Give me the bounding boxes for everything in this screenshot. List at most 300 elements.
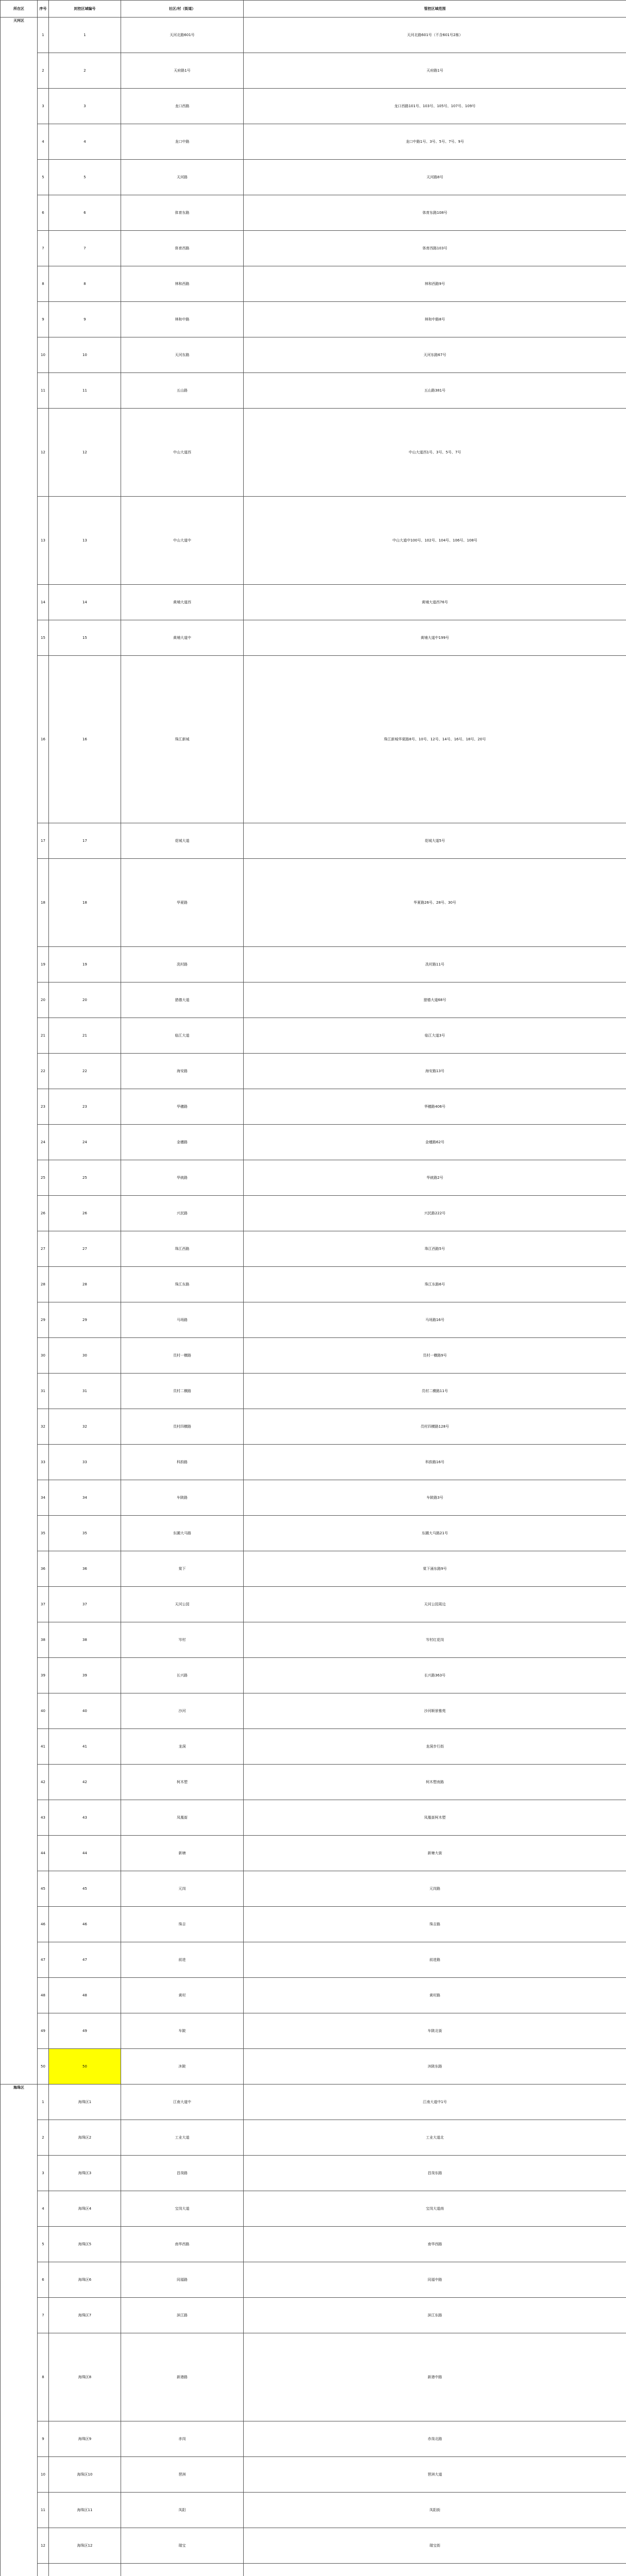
scope-cell: 天府路1号: [244, 53, 626, 89]
seq-cell: 43: [38, 1800, 49, 1836]
seq-cell: 39: [38, 1658, 49, 1693]
seq-cell: 20: [38, 982, 49, 1018]
no-cell: 38: [49, 1622, 121, 1658]
no-cell: 29: [49, 1302, 121, 1338]
address-cell: 黄埔大道中: [121, 620, 244, 656]
scope-cell: 江南大道中1号: [244, 2084, 626, 2120]
no-cell: 35: [49, 1516, 121, 1551]
scope-cell: 花城大道5号: [244, 823, 626, 859]
no-cell: 32: [49, 1409, 121, 1445]
no-cell: 42: [49, 1765, 121, 1800]
address-cell: 天河路: [121, 160, 244, 195]
seq-cell: 11: [38, 373, 49, 409]
address-cell: 江南大道中: [121, 2084, 244, 2120]
address-cell: 沙河: [121, 1693, 244, 1729]
address-cell: 新塘: [121, 1836, 244, 1871]
address-cell: 林和中路: [121, 302, 244, 337]
address-cell: 林和西路: [121, 266, 244, 302]
scope-cell: 工业大道北: [244, 2120, 626, 2156]
header-no: 封控区域编号: [49, 1, 121, 18]
table-row: [1, 1551, 626, 1587]
no-cell: 海珠区3: [49, 2156, 121, 2191]
scope-cell: 琶洲大道: [244, 2457, 626, 2493]
seq-cell: 47: [38, 1942, 49, 1978]
scope-cell: 科韵路16号: [244, 1445, 626, 1480]
table-row: [1, 1729, 626, 1765]
address-cell: 猎德大道: [121, 982, 244, 1018]
no-cell: 40: [49, 1693, 121, 1729]
scope-cell: 昌岗东路: [244, 2156, 626, 2191]
no-cell: 41: [49, 1729, 121, 1765]
address-cell: 天河东路: [121, 337, 244, 373]
table-row: [1, 1800, 626, 1836]
header-address: 社区/村（街道）: [121, 1, 244, 18]
seq-cell: 6: [38, 195, 49, 231]
no-cell: 37: [49, 1587, 121, 1622]
seq-cell: 22: [38, 1054, 49, 1089]
address-cell: 花城大道: [121, 823, 244, 859]
address-cell: 元岗: [121, 1871, 244, 1907]
address-cell: 昌岗路: [121, 2156, 244, 2191]
table-row: [1, 337, 626, 373]
no-cell: 22: [49, 1054, 121, 1089]
address-cell: 体育西路: [121, 231, 244, 266]
table-row: [1, 1445, 626, 1480]
scope-cell: 前进路: [244, 1942, 626, 1978]
no-cell: 34: [49, 1480, 121, 1516]
table-row: [1, 1622, 626, 1658]
scope-cell: 员村二横路11号: [244, 1374, 626, 1409]
seq-cell: 44: [38, 1836, 49, 1871]
seq-cell: 12: [38, 2528, 49, 2564]
address-cell: 员村一横路: [121, 1338, 244, 1374]
table-row: [1, 124, 626, 160]
district-cell: 天河区: [1, 18, 38, 2084]
no-cell: 5: [49, 160, 121, 195]
scope-cell: 宝岗大道南: [244, 2191, 626, 2227]
address-cell: 东圃大马路: [121, 1516, 244, 1551]
address-cell: 体育东路: [121, 195, 244, 231]
table-row: [1, 823, 626, 859]
scope-cell: 赤岗北路: [244, 2421, 626, 2457]
seq-cell: 1: [38, 2084, 49, 2120]
table-row: [1, 1978, 626, 2013]
scope-cell: 南华西路: [244, 2227, 626, 2262]
no-cell: 2: [49, 53, 121, 89]
seq-cell: 8: [38, 266, 49, 302]
table-row: [1, 2564, 626, 2576]
seq-cell: 2: [38, 2120, 49, 2156]
no-cell: 23: [49, 1089, 121, 1125]
scope-cell: 东圃大马路21号: [244, 1516, 626, 1551]
table-row: [1, 1018, 626, 1054]
address-cell: 棠下: [121, 1551, 244, 1587]
no-cell: 3: [49, 89, 121, 124]
no-cell: 4: [49, 124, 121, 160]
scope-cell: 华夏路26号、28号、30号: [244, 859, 626, 947]
table-row: [1, 266, 626, 302]
table-row: [1, 2084, 626, 2120]
table-row: [1, 1089, 626, 1125]
seq-cell: 1: [38, 18, 49, 53]
no-cell: 海珠区6: [49, 2262, 121, 2298]
address-cell: 滨江路: [121, 2298, 244, 2333]
no-cell: 43: [49, 1800, 121, 1836]
no-cell: 18: [49, 859, 121, 947]
no-cell: 21: [49, 1018, 121, 1054]
table-row: [1, 1125, 626, 1160]
no-cell: 6: [49, 195, 121, 231]
seq-cell: [38, 2564, 49, 2576]
scope-cell: 珠江西路5号: [244, 1231, 626, 1267]
seq-cell: 25: [38, 1160, 49, 1196]
scope-cell: 中山大道西1号、3号、5号、7号: [244, 409, 626, 497]
no-cell: 1: [49, 18, 121, 53]
scope-cell: 珠吉路: [244, 1907, 626, 1942]
scope-cell: 天河北路601号（不含601号2栋）: [244, 18, 626, 53]
no-cell: 44: [49, 1836, 121, 1871]
seq-cell: 5: [38, 2227, 49, 2262]
no-cell: 27: [49, 1231, 121, 1267]
scope-cell: 体育东路108号: [244, 195, 626, 231]
no-cell: 海珠区2: [49, 2120, 121, 2156]
address-cell: 凤凰街: [121, 1800, 244, 1836]
header-unit: 所在区: [1, 1, 38, 18]
scope-cell: 冼村路11号: [244, 947, 626, 982]
no-cell: 26: [49, 1196, 121, 1231]
address-cell: 天河公园: [121, 1587, 244, 1622]
scope-cell: 龙洞步行街: [244, 1729, 626, 1765]
address-cell: 瑞宝: [121, 2528, 244, 2564]
table-row: [1, 1765, 626, 1800]
seq-cell: 26: [38, 1196, 49, 1231]
seq-cell: 4: [38, 2191, 49, 2227]
table-row: [1, 1516, 626, 1551]
seq-cell: 13: [38, 497, 49, 585]
table-row: [1, 620, 626, 656]
seq-cell: 12: [38, 409, 49, 497]
seq-cell: 42: [38, 1765, 49, 1800]
no-cell: 15: [49, 620, 121, 656]
seq-cell: 50: [38, 2049, 49, 2084]
district-cell: 海珠区: [1, 2084, 38, 2576]
table-row: [1, 1907, 626, 1942]
table-row: [1, 2493, 626, 2528]
scope-cell: 新塘大街: [244, 1836, 626, 1871]
table-row: [1, 1338, 626, 1374]
seq-cell: 4: [38, 124, 49, 160]
scope-cell: 员村一横路9号: [244, 1338, 626, 1374]
table-body: [1, 18, 626, 2576]
address-cell: 黄村: [121, 1978, 244, 2013]
scope-cell: 柯木塱南路: [244, 1765, 626, 1800]
address-cell: 五山路: [121, 373, 244, 409]
no-cell: 14: [49, 585, 121, 620]
table-row: [1, 89, 626, 124]
scope-cell: 瑞宝街: [244, 2528, 626, 2564]
table-row: [1, 1160, 626, 1196]
scope-cell: 林和西路9号: [244, 266, 626, 302]
table-row: [1, 1587, 626, 1622]
seq-cell: 18: [38, 859, 49, 947]
table-header-row: [1, 1, 626, 18]
address-cell: 赤岗: [121, 2421, 244, 2457]
seq-cell: 7: [38, 2298, 49, 2333]
seq-cell: 49: [38, 2013, 49, 2049]
no-cell: 11: [49, 373, 121, 409]
no-cell: 海珠区11: [49, 2493, 121, 2528]
no-cell: 海珠区7: [49, 2298, 121, 2333]
address-cell: 中山大道中: [121, 497, 244, 585]
seq-cell: 40: [38, 1693, 49, 1729]
table-row: [1, 859, 626, 947]
address-cell: 华就路: [121, 1160, 244, 1196]
no-cell: 12: [49, 409, 121, 497]
seq-cell: 8: [38, 2333, 49, 2421]
address-cell: 马场路: [121, 1302, 244, 1338]
table-row: [1, 1374, 626, 1409]
no-cell: 16: [49, 656, 121, 823]
seq-cell: 17: [38, 823, 49, 859]
scope-cell: 龙口西路101号、103号、105号、107号、109号: [244, 89, 626, 124]
scope-cell: 华就路2号: [244, 1160, 626, 1196]
no-cell: 31: [49, 1374, 121, 1409]
table-row: [1, 2191, 626, 2227]
scope-cell: 新港中路: [244, 2333, 626, 2421]
address-cell: 珠吉: [121, 1907, 244, 1942]
seq-cell: 45: [38, 1871, 49, 1907]
address-cell: 中山大道西: [121, 409, 244, 497]
seq-cell: 11: [38, 2493, 49, 2528]
seq-cell: 16: [38, 656, 49, 823]
seq-cell: 14: [38, 585, 49, 620]
table-row: [1, 947, 626, 982]
seq-cell: 24: [38, 1125, 49, 1160]
address-cell: 珠江东路: [121, 1267, 244, 1302]
table-row: [1, 2013, 626, 2049]
address-cell: 琶洲: [121, 2457, 244, 2493]
table-row: [1, 2120, 626, 2156]
seq-cell: 9: [38, 302, 49, 337]
address-cell: 车陂: [121, 2013, 244, 2049]
scope-cell: 滨江东路: [244, 2298, 626, 2333]
no-cell: 50: [49, 2049, 121, 2084]
seq-cell: 10: [38, 2457, 49, 2493]
table-row: [1, 656, 626, 823]
scope-cell: 体育西路103号: [244, 231, 626, 266]
seq-cell: 34: [38, 1480, 49, 1516]
scope-cell: 车陂北街: [244, 2013, 626, 2049]
address-cell: 科韵路: [121, 1445, 244, 1480]
address-cell: 海安路: [121, 1054, 244, 1089]
address-cell: 龙口中路: [121, 124, 244, 160]
no-cell: 19: [49, 947, 121, 982]
address-cell: 天府路1号: [121, 53, 244, 89]
address-cell: 同福路: [121, 2262, 244, 2298]
no-cell: 25: [49, 1160, 121, 1196]
scope-cell: 马场路16号: [244, 1302, 626, 1338]
no-cell: 48: [49, 1978, 121, 2013]
seq-cell: 37: [38, 1587, 49, 1622]
address-cell: [121, 2564, 244, 2576]
no-cell: 24: [49, 1125, 121, 1160]
table-row: [1, 2298, 626, 2333]
scope-cell: 黄埔大道西76号: [244, 585, 626, 620]
seq-cell: 35: [38, 1516, 49, 1551]
no-cell: 8: [49, 266, 121, 302]
scope-cell: 岑村红花岗: [244, 1622, 626, 1658]
table-row: [1, 2227, 626, 2262]
no-cell: 47: [49, 1942, 121, 1978]
table-row: [1, 2421, 626, 2457]
scope-cell: 长兴路363号: [244, 1658, 626, 1693]
no-cell: 39: [49, 1658, 121, 1693]
seq-cell: 29: [38, 1302, 49, 1338]
seq-cell: 5: [38, 160, 49, 195]
table-row: [1, 1871, 626, 1907]
scope-cell: 海安路13号: [244, 1054, 626, 1089]
table-row: [1, 160, 626, 195]
table-row: [1, 18, 626, 53]
seq-cell: 32: [38, 1409, 49, 1445]
table-row: [1, 231, 626, 266]
seq-cell: 3: [38, 89, 49, 124]
address-cell: 员村二横路: [121, 1374, 244, 1409]
no-cell: 海珠区5: [49, 2227, 121, 2262]
scope-cell: 黄村路: [244, 1978, 626, 2013]
scope-cell: 沙河顺景雅苑: [244, 1693, 626, 1729]
address-cell: 天河北路601号: [121, 18, 244, 53]
table-row: [1, 2457, 626, 2493]
table-row: [1, 1836, 626, 1871]
seq-cell: 30: [38, 1338, 49, 1374]
table-row: [1, 409, 626, 497]
address-cell: 沐陂: [121, 2049, 244, 2084]
address-cell: 华夏路: [121, 859, 244, 947]
address-cell: 宝岗大道: [121, 2191, 244, 2227]
table-row: [1, 1942, 626, 1978]
table-row: [1, 1480, 626, 1516]
address-cell: 长兴路: [121, 1658, 244, 1693]
seq-cell: 15: [38, 620, 49, 656]
no-cell: 海珠区1: [49, 2084, 121, 2120]
no-cell: [49, 2564, 121, 2576]
table-row: [1, 195, 626, 231]
seq-cell: 3: [38, 2156, 49, 2191]
address-cell: 前进: [121, 1942, 244, 1978]
table-row: [1, 373, 626, 409]
seq-cell: 10: [38, 337, 49, 373]
scope-cell: 员村四横路128号: [244, 1409, 626, 1445]
no-cell: 7: [49, 231, 121, 266]
address-cell: 龙口西路: [121, 89, 244, 124]
no-cell: 海珠区12: [49, 2528, 121, 2564]
seq-cell: 21: [38, 1018, 49, 1054]
scope-cell: 华穗路406号: [244, 1089, 626, 1125]
scope-cell: 凤阳街: [244, 2493, 626, 2528]
table-row: [1, 2262, 626, 2298]
table-row: [1, 1658, 626, 1693]
scope-cell: 棠下涌东路9号: [244, 1551, 626, 1587]
address-cell: 员村四横路: [121, 1409, 244, 1445]
scope-cell: 凤凰街柯木塱: [244, 1800, 626, 1836]
no-cell: 20: [49, 982, 121, 1018]
seq-cell: 23: [38, 1089, 49, 1125]
table-row: [1, 2333, 626, 2421]
scope-cell: 天河公园周边: [244, 1587, 626, 1622]
table-row: [1, 585, 626, 620]
table-row: [1, 2528, 626, 2564]
table-row: [1, 497, 626, 585]
no-cell: 海珠区4: [49, 2191, 121, 2227]
no-cell: 45: [49, 1871, 121, 1907]
no-cell: 28: [49, 1267, 121, 1302]
scope-cell: 猎德大道68号: [244, 982, 626, 1018]
seq-cell: 31: [38, 1374, 49, 1409]
table-row: [1, 1302, 626, 1338]
scope-cell: 珠江东路6号: [244, 1267, 626, 1302]
seq-cell: 46: [38, 1907, 49, 1942]
scope-cell: 林和中路8号: [244, 302, 626, 337]
seq-cell: 2: [38, 53, 49, 89]
table-row: [1, 1267, 626, 1302]
no-cell: 17: [49, 823, 121, 859]
address-cell: 冼村路: [121, 947, 244, 982]
seq-cell: 9: [38, 2421, 49, 2457]
table-row: [1, 1409, 626, 1445]
address-cell: 凤阳: [121, 2493, 244, 2528]
table-row: [1, 2049, 626, 2084]
address-cell: 工业大道: [121, 2120, 244, 2156]
scope-cell: [244, 2564, 626, 2576]
no-cell: 10: [49, 337, 121, 373]
address-cell: 车陂路: [121, 1480, 244, 1516]
scope-cell: 龙口中路1号、3号、5号、7号、9号: [244, 124, 626, 160]
no-cell: 33: [49, 1445, 121, 1480]
seq-cell: 19: [38, 947, 49, 982]
no-cell: 海珠区10: [49, 2457, 121, 2493]
no-cell: 海珠区8: [49, 2333, 121, 2421]
address-cell: 柯木塱: [121, 1765, 244, 1800]
scope-cell: 珠江新城华夏路8号、10号、12号、14号、16号、18号、20号: [244, 656, 626, 823]
seq-cell: 6: [38, 2262, 49, 2298]
table-row: [1, 2156, 626, 2191]
seq-cell: 36: [38, 1551, 49, 1587]
table-row: [1, 1693, 626, 1729]
table-row: [1, 1196, 626, 1231]
header-seq: 序号: [38, 1, 49, 18]
table-row: [1, 302, 626, 337]
scope-cell: 黄埔大道中199号: [244, 620, 626, 656]
address-cell: 龙洞: [121, 1729, 244, 1765]
address-cell: 黄埔大道西: [121, 585, 244, 620]
scope-cell: 五山路381号: [244, 373, 626, 409]
scope-cell: 金穗路62号: [244, 1125, 626, 1160]
seq-cell: 33: [38, 1445, 49, 1480]
no-cell: 30: [49, 1338, 121, 1374]
address-cell: 珠江新城: [121, 656, 244, 823]
address-cell: 新港路: [121, 2333, 244, 2421]
no-cell: 46: [49, 1907, 121, 1942]
seq-cell: 28: [38, 1267, 49, 1302]
seq-cell: 41: [38, 1729, 49, 1765]
scope-cell: 天河东路67号: [244, 337, 626, 373]
table-row: [1, 982, 626, 1018]
seq-cell: 7: [38, 231, 49, 266]
scope-cell: 天河路8号: [244, 160, 626, 195]
no-cell: 36: [49, 1551, 121, 1587]
table-row: [1, 53, 626, 89]
